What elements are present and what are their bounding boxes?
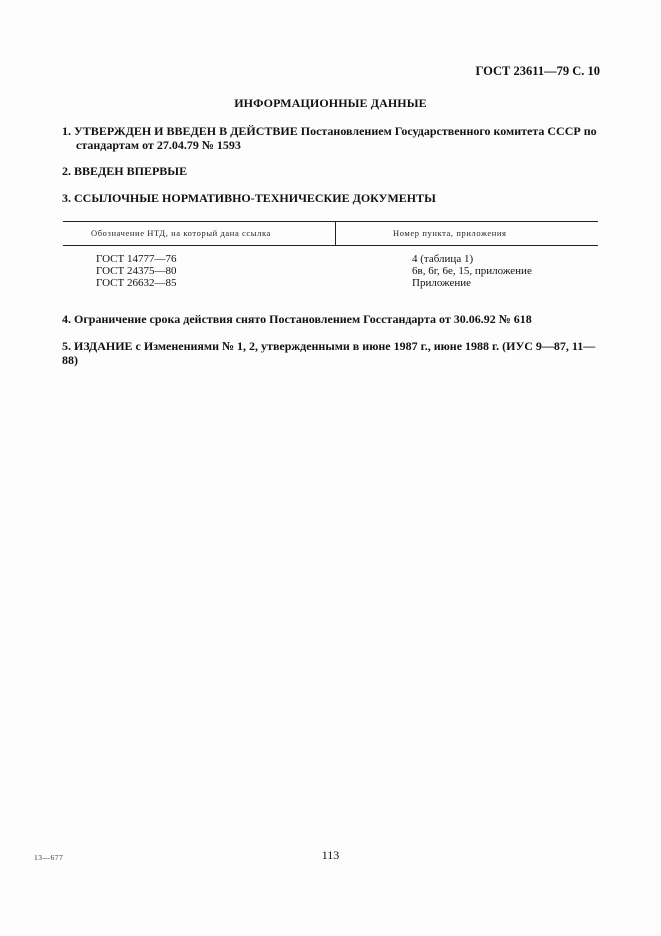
table-column-divider — [335, 221, 336, 245]
table-top-rule — [63, 221, 598, 222]
section-approval-line2: стандартам от 27.04.79 № 1593 — [76, 138, 241, 152]
table-cell-clause: Приложение — [412, 277, 472, 289]
section-validity-limit: 4. Ограничение срока действия снято Постановлением Госстандарта от 30.06.92 № 618 — [62, 312, 532, 326]
table-header-rule — [63, 245, 598, 246]
table-cell-clause: 6в, 6г, 6е, 15, приложение — [412, 265, 532, 277]
table-header-designation: Обозначение НТД, на который дана ссылка — [91, 228, 271, 238]
section-approval-line1: 1. УТВЕРЖДЕН И ВВЕДЕН В ДЕЙСТВИЕ Постановлением Государственного комитета СССР по — [62, 124, 597, 138]
table-cell-designation: ГОСТ 14777—76 — [96, 253, 177, 265]
table-cell-clause: 4 (таблица 1) — [412, 253, 474, 265]
section-edition: 5. ИЗДАНИЕ с Изменениями № 1, 2, утвержденными в июне 1987 г., июне 1988 г. (ИУС 9—87, 11—88) — [62, 339, 596, 367]
section-approval — [62, 124, 610, 152]
footer-print-code: 13—677 — [34, 853, 64, 862]
table-cell-designation: ГОСТ 26632—85 — [96, 277, 177, 289]
page-title: ИНФОРМАЦИОННЫЕ ДАННЫЕ — [234, 96, 427, 110]
section-reference-documents: 3. ССЫЛОЧНЫЕ НОРМАТИВНО-ТЕХНИЧЕСКИЕ ДОКУМЕНТЫ — [62, 191, 436, 205]
section-first-introduced: 2. ВВЕДЕН ВПЕРВЫЕ — [62, 164, 188, 178]
document-reference: ГОСТ 23611—79 С. 10 — [475, 64, 600, 78]
page-number: 113 — [321, 848, 340, 862]
table-header-clause: Номер пункта, приложения — [393, 228, 507, 238]
table-cell-designation: ГОСТ 24375—80 — [96, 265, 177, 277]
